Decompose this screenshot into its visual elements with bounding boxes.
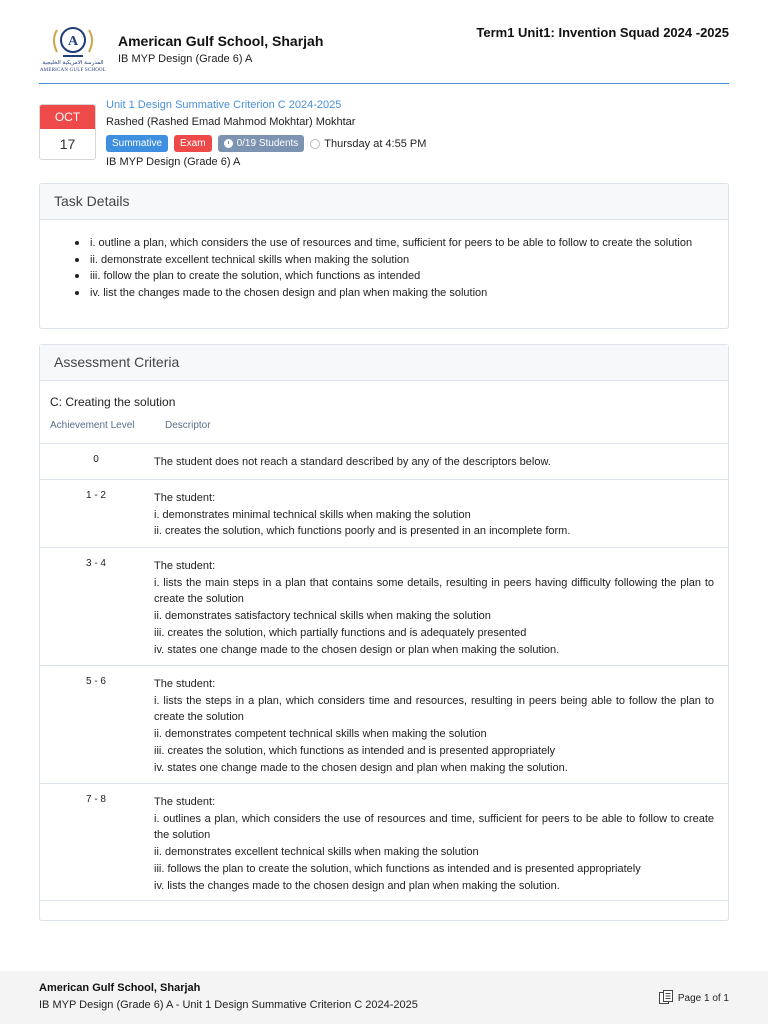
criterion-row — [40, 548, 728, 666]
descriptor-line: iv. states one change made to the chosen design and plan when making the solution. — [154, 761, 568, 774]
page-number: Page 1 of 1 — [677, 993, 729, 1004]
document-title: Term1 Unit1: Invention Squad 2024 -2025 — [476, 25, 729, 40]
achievement-level: 1 - 2 — [85, 490, 106, 501]
criterion-name: C: Creating the solution — [50, 395, 176, 409]
task-item: i. outline a plan, which considers the use of resources and time, sufficient for peers to be able to follow to create the solution — [90, 235, 714, 252]
footer-school-name: American Gulf School, Sharjah — [39, 982, 201, 994]
page-footer — [0, 971, 768, 1024]
descriptor — [154, 794, 714, 900]
column-descriptor: Descriptor — [165, 420, 211, 431]
page-indicator — [659, 990, 729, 1007]
descriptor — [154, 490, 714, 547]
clock-outline-icon — [310, 139, 320, 149]
descriptor-line: i. demonstrates minimal technical skills when making the solution — [154, 508, 471, 521]
school-logo — [39, 24, 107, 76]
descriptor-line: iii. creates the solution, which partially functions and is adequately presented — [154, 626, 527, 639]
descriptor-line: iii. creates the solution, which functions as intended and is presented appropriately — [154, 744, 556, 757]
descriptor-line: ii. demonstrates competent technical skills when making the solution — [154, 728, 487, 741]
achievement-level: 0 — [93, 454, 99, 465]
class-name: IB MYP Design (Grade 6) A — [118, 53, 253, 65]
due-time — [310, 138, 426, 150]
descriptor-line: The student: — [154, 796, 216, 808]
assignment-tags — [106, 135, 706, 152]
students-count: 0/19 Students — [236, 138, 299, 149]
assignment-info — [106, 98, 706, 170]
achievement-level: 7 - 8 — [85, 794, 106, 805]
student-name: Rashed (Rashed Emad Mahmod Mokhtar) Mokhtar — [106, 116, 356, 128]
assessment-criteria-heading: Assessment Criteria — [40, 345, 728, 381]
due-date-badge — [39, 104, 96, 160]
svg-text:A: A — [67, 34, 79, 49]
clock-icon — [224, 139, 233, 148]
assignment-class: IB MYP Design (Grade 6) A — [106, 156, 241, 168]
footer-class-line: IB MYP Design (Grade 6) A - Unit 1 Design Summative Criterion C 2024-2025 — [39, 999, 418, 1011]
criterion-header — [40, 381, 728, 444]
task-details-panel — [39, 183, 729, 329]
assessment-criteria-panel — [39, 344, 729, 921]
summative-badge: Summative — [106, 135, 168, 152]
descriptor-line: iv. lists the changes made to the chosen design and plan when making the solution. — [154, 879, 560, 892]
criterion-row — [40, 666, 728, 784]
criterion-columns — [50, 420, 728, 431]
descriptor-line: The student: — [154, 678, 216, 690]
due-time-text: Thursday at 4:55 PM — [324, 137, 427, 150]
logo-english-text: AMERICAN GULF SCHOOL — [39, 68, 107, 73]
page-header — [39, 20, 729, 84]
descriptor-line: ii. creates the solution, which functions poorly and is presented in an incomplete form. — [154, 525, 571, 538]
task-list — [40, 220, 728, 301]
achievement-level: 3 - 4 — [85, 558, 106, 569]
achievement-level: 5 - 6 — [85, 676, 106, 687]
descriptor — [154, 558, 714, 665]
exam-badge: Exam — [174, 135, 212, 152]
criterion-row — [40, 480, 728, 548]
task-details-heading: Task Details — [40, 184, 728, 220]
logo-arabic-text: المدرسة الأمريكية الخليجية — [42, 60, 104, 66]
date-month: OCT — [40, 105, 95, 129]
task-item: ii. demonstrate excellent technical skills when making the solution — [90, 252, 714, 269]
school-name: American Gulf School, Sharjah — [118, 33, 324, 49]
task-item: iii. follow the plan to create the solution, which functions as intended — [90, 268, 714, 285]
descriptor-line: i. lists the steps in a plan, which considers time and resources, resulting in peers being able to follow the plan to create the solution — [154, 694, 714, 724]
descriptor-line: ii. demonstrates satisfactory technical skills when making the solution — [154, 610, 491, 623]
date-day: 17 — [59, 136, 76, 152]
descriptor — [154, 676, 714, 783]
descriptor-line: The student does not reach a standard described by any of the descriptors below. — [154, 456, 551, 468]
pages-icon — [659, 990, 678, 1007]
descriptor-line: The student: — [154, 560, 216, 572]
task-item: iv. list the changes made to the chosen design and plan when making the solution — [90, 285, 714, 302]
criterion-row — [40, 784, 728, 901]
students-badge — [218, 135, 305, 152]
descriptor — [154, 454, 714, 479]
descriptor-line: iv. states one change made to the chosen design or plan when making the solution. — [154, 643, 560, 656]
descriptor-line: The student: — [154, 492, 216, 504]
assignment-title-link[interactable]: Unit 1 Design Summative Criterion C 2024-2025 — [106, 99, 342, 111]
descriptor-line: i. lists the main steps in a plan that contains some details, resulting in peers having difficulty following the plan to create the solution — [154, 576, 714, 606]
descriptor-line: i. outlines a plan, which considers the use of resources and time, sufficient for peers to be able to follow to create the solution — [154, 812, 714, 842]
column-achievement-level: Achievement Level — [50, 420, 135, 431]
criterion-row — [40, 444, 728, 480]
descriptor-line: iii. follows the plan to create the solution, which functions as intended and is presented appropriately — [154, 862, 641, 875]
descriptor-line: ii. demonstrates excellent technical skills when making the solution — [154, 846, 479, 859]
